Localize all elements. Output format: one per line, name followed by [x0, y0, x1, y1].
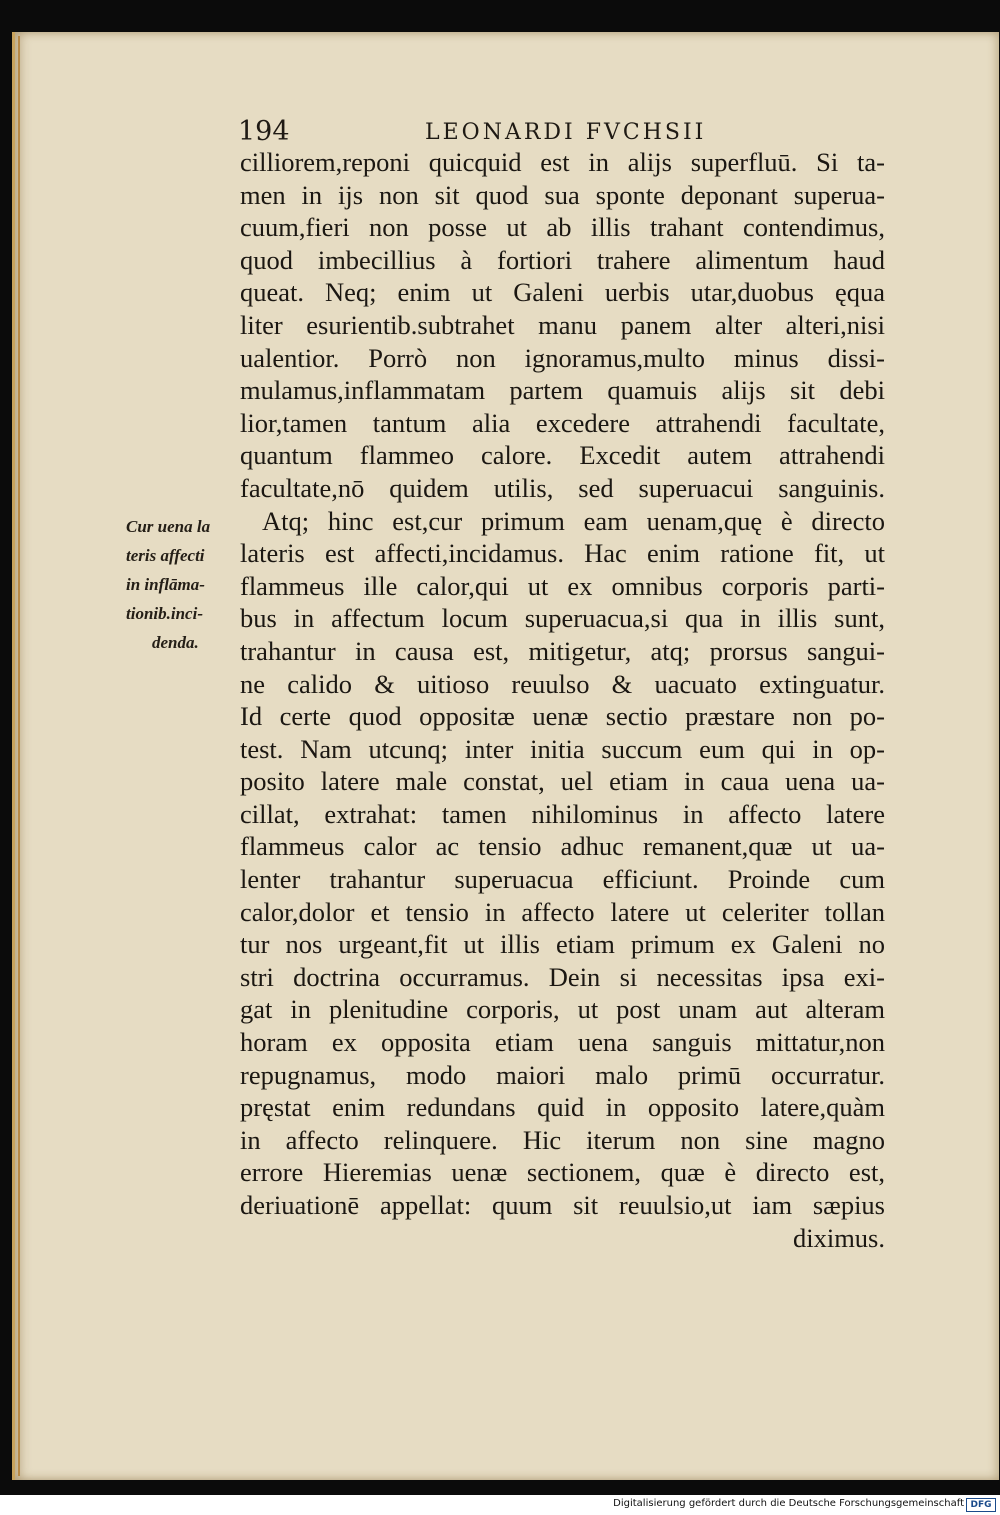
- text-line: flammeus ille calor,qui ut ex omnibus corporis parti-: [240, 570, 885, 601]
- text-line: cilliorem,reponi quicquid est in alijs superfluū. Si ta-: [240, 147, 885, 177]
- text-line: deriuationē appellat: quum sit reuulsio,ut iam sæpius: [240, 1190, 885, 1220]
- dfg-logo: DFG: [966, 1498, 996, 1512]
- page-edge: [18, 36, 20, 1476]
- text-line: diximus.: [792, 1222, 885, 1253]
- page-number: 194: [238, 116, 290, 147]
- text-line: mulamus,inflammatam partem quamuis alijs sit debi: [240, 375, 885, 406]
- text-line: test. Nam utcunq; inter initia succum eum qui in op-: [240, 733, 885, 764]
- margin-note-line: denda.: [152, 633, 199, 652]
- text-line: trahantur in causa est, mitigetur, atq; prorsus sangui-: [240, 635, 885, 666]
- text-line: ne calido & uitioso reuulso & uacuato extinguatur.: [240, 668, 885, 699]
- text-line: lenter trahantur superuacua efficiunt. Proinde cum: [240, 864, 885, 895]
- text-line: posito latere male constat, uel etiam in caua uena ua-: [240, 766, 885, 797]
- text-line: horam ex opposita etiam uena sanguis mittatur,non: [240, 1027, 885, 1058]
- margin-note: [126, 512, 230, 657]
- margin-note-line: Cur uena la: [126, 517, 211, 536]
- text-line: pręstat enim redundans quid in opposito latere,quàm: [240, 1092, 885, 1123]
- text-line: gat in plenitudine corporis, ut post unam aut alteram: [240, 994, 885, 1025]
- text-line: in affecto relinquere. Hic iterum non sine magno: [240, 1124, 885, 1155]
- text-line: calor,dolor et tensio in affecto latere ut celeriter tollan: [240, 896, 885, 927]
- funding-credit: Digitalisierung gefördert durch die Deutsche Forschungsgemeinschaft: [613, 1498, 964, 1509]
- text-line: cillat, extrahat: tamen nihilominus in affecto latere: [240, 798, 885, 829]
- text-line: men in ijs non sit quod sua sponte deponant superua-: [240, 179, 885, 210]
- text-line: tur nos urgeant,fit ut illis etiam primum ex Galeni no: [240, 929, 885, 960]
- margin-note-line: in inflāma-: [126, 575, 205, 594]
- text-line: facultate,nō quidem utilis, sed superuacui sanguinis.: [240, 472, 885, 503]
- text-line: repugnamus, modo maiori malo primū occurratur.: [240, 1059, 885, 1090]
- text-line: Id certe quod oppositæ uenæ sectio præstare non po-: [240, 701, 885, 732]
- text-line: errore Hieremias uenæ sectionem, quæ è directo est,: [240, 1157, 885, 1188]
- text-line: liter esurientib.subtrahet manu panem alter alteri,nisi: [240, 309, 885, 340]
- body-text: [240, 146, 885, 1254]
- running-head: LEONARDI FVCHSII: [425, 120, 707, 145]
- text-line: lior,tamen tantum alia excedere attrahendi facultate,: [240, 407, 885, 438]
- text-line: Atq; hinc est,cur primum eam uenam,quę è directo: [262, 505, 885, 536]
- margin-note-line: tionib.inci-: [126, 604, 203, 623]
- text-line: flammeus calor ac tensio adhuc remanent,quæ ut ua-: [240, 831, 885, 862]
- text-line: lateris est affecti,incidamus. Hac enim ratione fit, ut: [240, 538, 885, 569]
- text-line: quod imbecillius à fortiori trahere alimentum haud: [240, 244, 885, 275]
- footer-bar: [0, 1495, 1000, 1515]
- text-line: queat. Neq; enim ut Galeni uerbis utar,duobus ęqua: [240, 277, 885, 308]
- margin-note-line: teris affecti: [126, 546, 205, 565]
- text-line: cuum,fieri non posse ut ab illis trahant contendimus,: [240, 212, 885, 243]
- text-line: ualentior. Porrò non ignoramus,multo minus dissi-: [240, 342, 885, 373]
- text-line: bus in affectum locum superuacua,si qua in illis sunt,: [240, 603, 885, 634]
- text-line: quantum flammeo calore. Excedit autem attrahendi: [240, 440, 885, 471]
- text-line: stri doctrina occurramus. Dein si necessitas ipsa exi-: [240, 961, 885, 992]
